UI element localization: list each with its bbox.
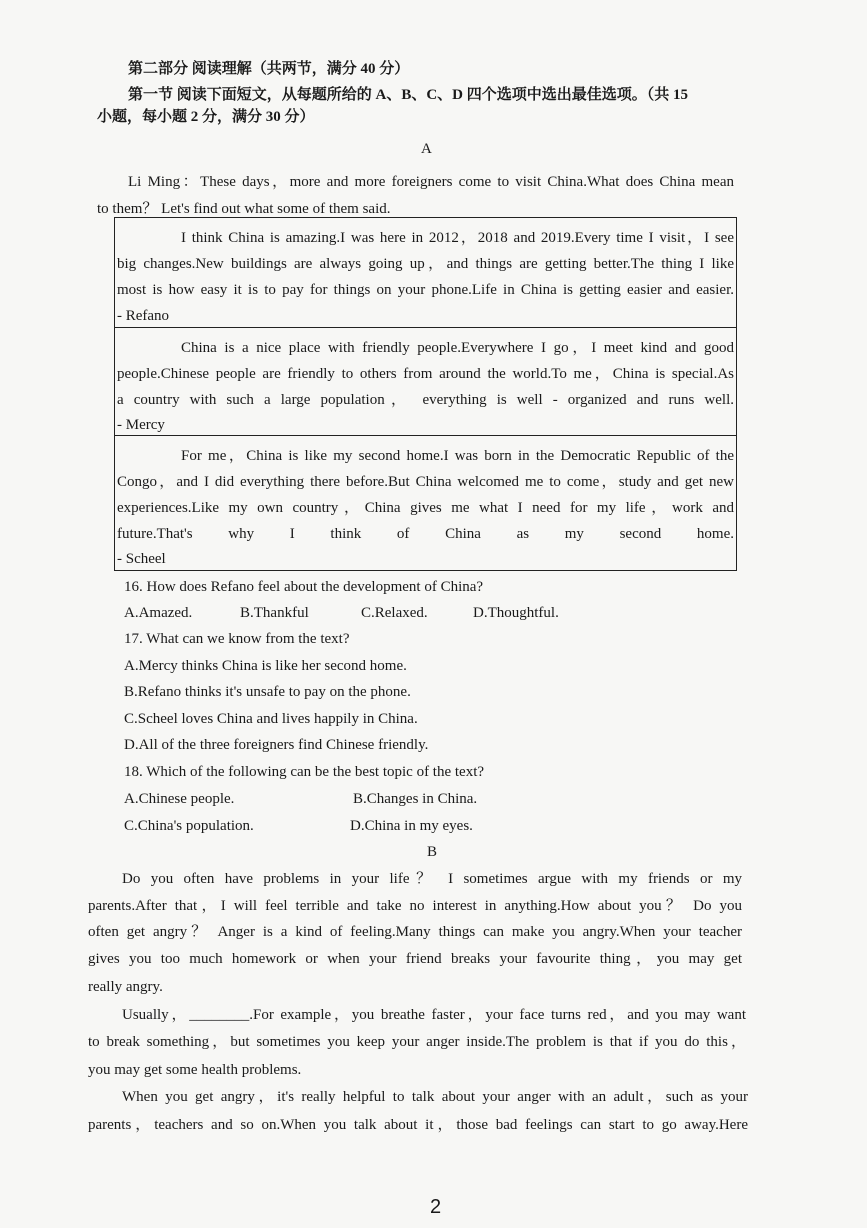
passage-b-label: B: [427, 844, 438, 860]
question-17-option-d: D.All of the three foreigners find Chinese friendly.: [124, 737, 429, 753]
passage-b-line: really angry.: [88, 979, 163, 995]
question-16-option-a: A.Amazed.: [124, 605, 193, 621]
passage-a-label: A: [421, 141, 432, 157]
passage-b-line: to break something，but sometimes you keep your anger inside.The problem is that if you do this，: [88, 1034, 746, 1050]
passage-a-intro-line2: to them？ Let's find out what some of them said.: [97, 201, 391, 217]
passage-b-line: Usually，________.For example，you breathe faster，your face turns red，and you may want: [122, 1007, 746, 1023]
testimonial-scheel: [115, 435, 736, 571]
testimonial-line: most is how easy it is to pay for things on your phone.Life in China is getting easier and easier.: [117, 282, 734, 298]
question-17-option-b: B.Refano thinks it's unsafe to pay on the phone.: [124, 684, 411, 700]
question-16-option-b: B.Thankful: [240, 605, 309, 621]
passage-b-line: parents，teachers and so on.When you talk about it，those bad feelings can start to go away.Here: [88, 1117, 748, 1133]
question-16-stem: 16. How does Refano feel about the development of China?: [124, 579, 484, 595]
testimonial-line: I think China is amazing.I was here in 2012，2018 and 2019.Every time I visit，I see: [181, 230, 734, 246]
testimonial-author: - Mercy: [117, 417, 165, 433]
testimonial-line: future.That's why I think of China as my second home.: [117, 526, 734, 542]
testimonial-author: - Refano: [117, 308, 170, 324]
testimonial-line: people.Chinese people are friendly to others from around the world.To me，China is special.As: [117, 366, 734, 382]
question-18-option-a: A.Chinese people.: [124, 791, 235, 807]
testimonial-line: China is a nice place with friendly people.Everywhere I go，I meet kind and good: [181, 340, 734, 356]
testimonial-line: big changes.New buildings are always going up，and things are getting better.The thing I like: [117, 256, 734, 272]
testimonial-refano: [115, 218, 736, 327]
part-title: 第二部分 阅读理解（共两节，满分 40 分）: [128, 61, 410, 77]
passage-b-line: Do you often have problems in your life？ I sometimes argue with my friends or my: [122, 871, 742, 887]
passage-b-line: gives you too much homework or when your friend breaks your favourite thing，you may get: [88, 951, 742, 967]
testimonial-line: For me，China is like my second home.I was born in the Democratic Republic of the: [181, 448, 734, 464]
testimonial-line: a country with such a large population， everything is well - organized and runs well.: [117, 392, 734, 408]
page-number: 2: [430, 1196, 442, 1218]
passage-b-line: parents.After that，I will feel terrible and take no interest in anything.How about you？ Do you: [88, 898, 742, 914]
question-18-option-d: D.China in my eyes.: [350, 818, 473, 834]
passage-b-line: often get angry？ Anger is a kind of feeling.Many things can make you angry.When your teacher: [88, 924, 742, 940]
testimonial-table: [114, 217, 737, 571]
question-18-option-c: C.China's population.: [124, 818, 254, 834]
passage-b-line: you may get some health problems.: [88, 1062, 302, 1078]
question-16-option-d: D.Thoughtful.: [473, 605, 559, 621]
question-17-option-c: C.Scheel loves China and lives happily in China.: [124, 711, 418, 727]
testimonial-author: - Scheel: [117, 551, 166, 567]
section-instruction-line1: 第一节 阅读下面短文，从每题所给的 A、B、C、D 四个选项中选出最佳选项。（共 15: [128, 87, 689, 103]
section-instruction-line2: 小题，每小题 2 分，满分 30 分）: [97, 109, 315, 125]
question-18-stem: 18. Which of the following can be the best topic of the text?: [124, 764, 485, 780]
testimonial-line: experiences.Like my own country，China gives me what I need for my life，work and: [117, 500, 734, 516]
testimonial-line: Congo，and I did everything there before.But China welcomed me to come，study and get new: [117, 474, 734, 490]
question-17-option-a: A.Mercy thinks China is like her second home.: [124, 658, 407, 674]
testimonial-mercy: [115, 327, 736, 436]
question-17-stem: 17. What can we know from the text?: [124, 631, 350, 647]
passage-b-line: When you get angry，it's really helpful to talk about your anger with an adult，such as your: [122, 1089, 748, 1105]
question-18-option-b: B.Changes in China.: [353, 791, 478, 807]
passage-a-intro-line1: Li Ming：These days，more and more foreigners come to visit China.What does China mean: [128, 174, 734, 190]
question-16-option-c: C.Relaxed.: [361, 605, 428, 621]
